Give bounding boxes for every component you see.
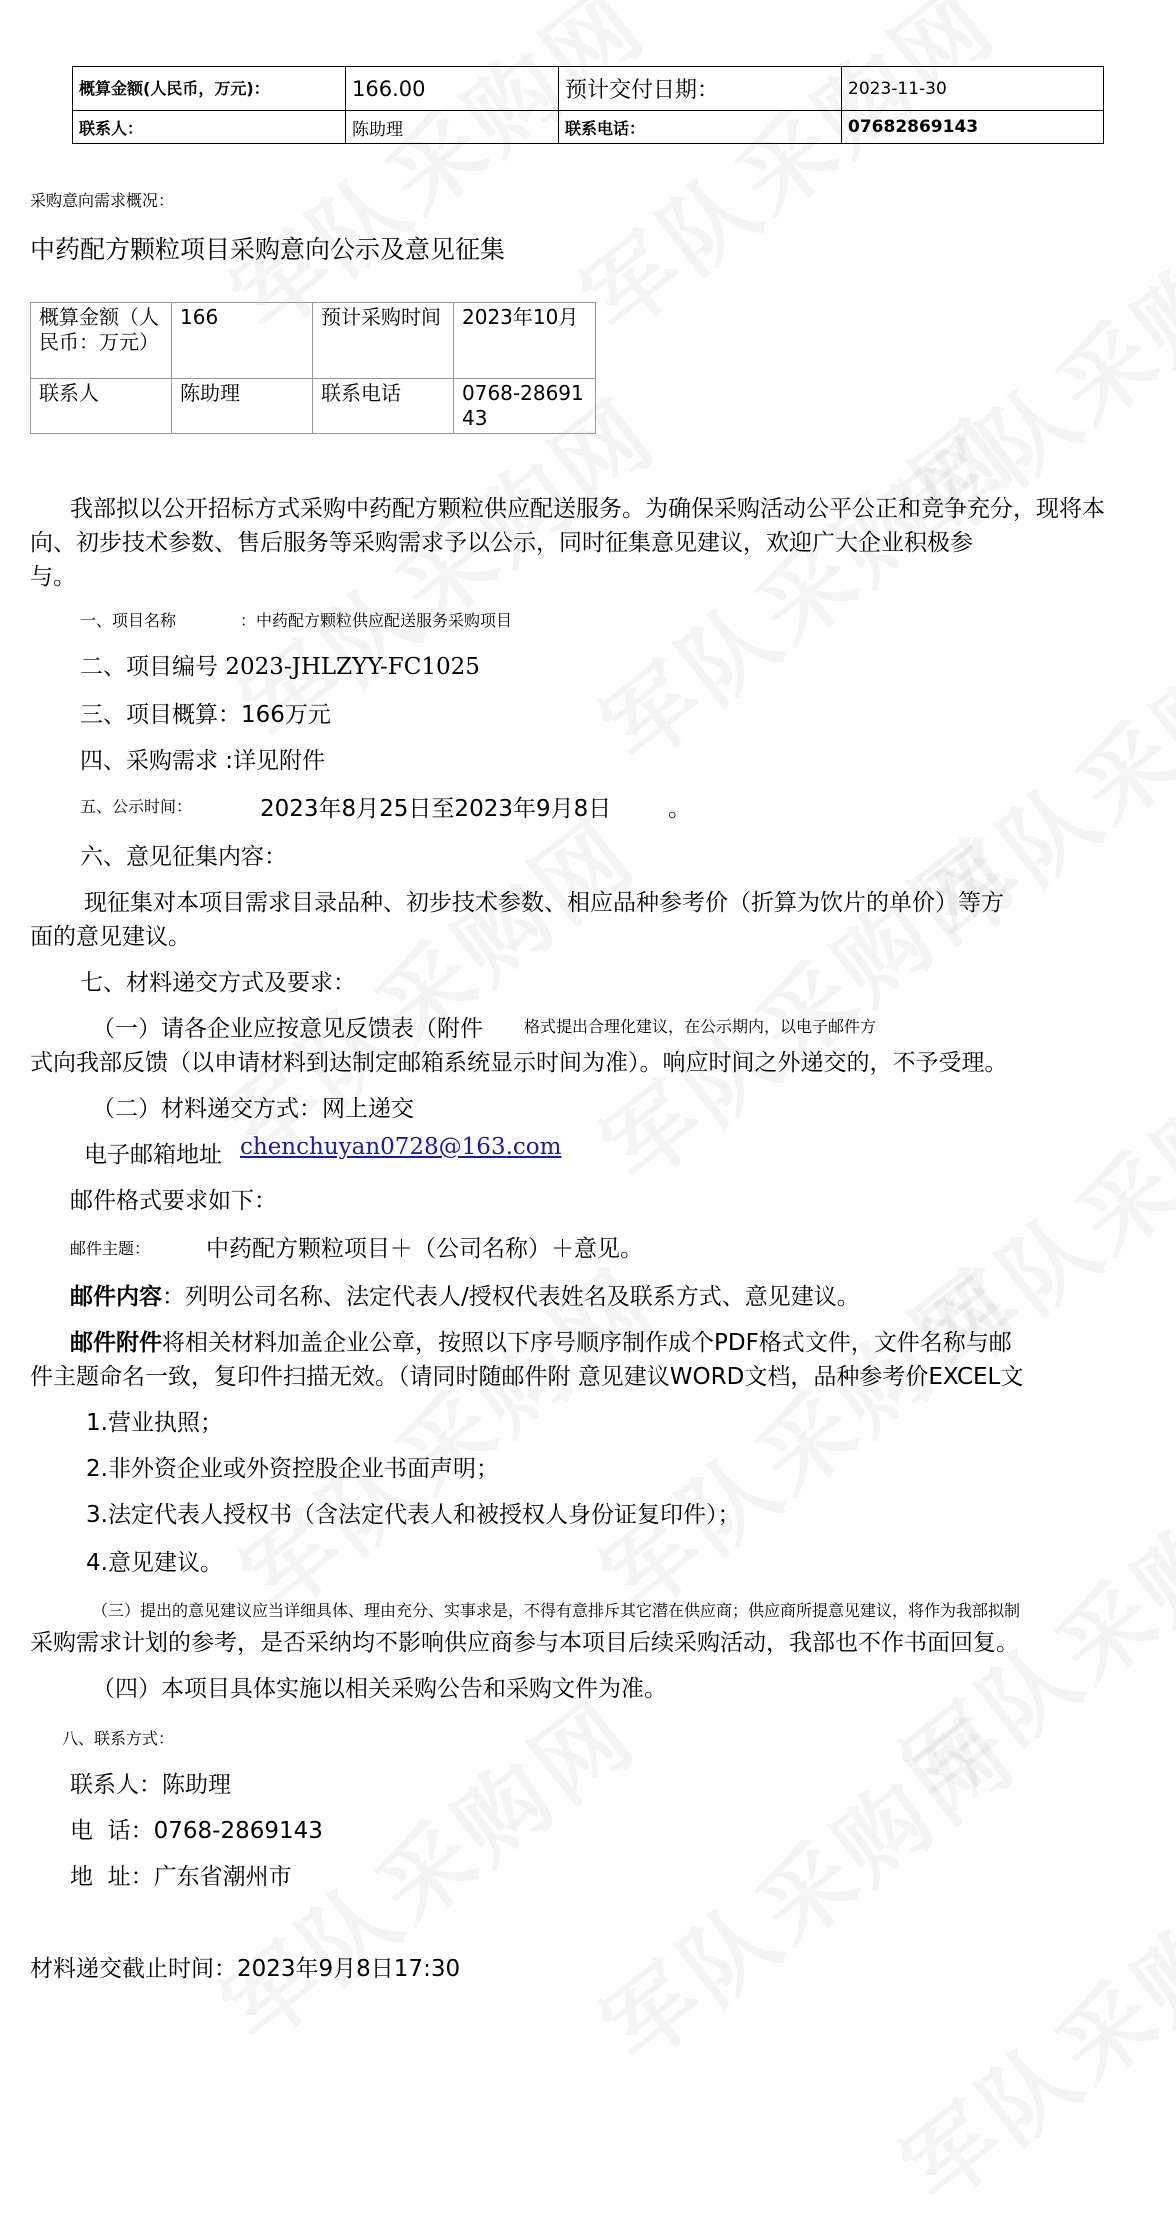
- phone-value: 07682869143: [842, 111, 1104, 144]
- list-item: 2.非外资企业或外资控股企业书面声明；: [86, 1456, 499, 1482]
- budget-label: 概算金额(人民币，万元)：: [73, 67, 346, 111]
- intro-line-1: 我部拟以公开招标方式采购中药配方颗粒供应配送服务。为确保采购活动公平公正和竞争充分，现将本: [70, 496, 1105, 522]
- item3: 三、项目概算：166万元: [80, 702, 331, 728]
- sub1-part-a: （一）请各企业应按意见反馈表（附件: [92, 1016, 483, 1042]
- item6: 六、意见征集内容：: [80, 844, 287, 870]
- attach-line-1: [70, 1324, 1012, 1357]
- intro-line-2: 向、初步技术参数、售后服务等采购需求予以公示，同时征集意见建议，欢迎广大企业积极参: [30, 530, 973, 556]
- attach-value-1: 将相关材料加盖企业公章，按照以下序号顺序制作成个PDF格式文件，文件名称与邮: [162, 1330, 1012, 1356]
- list-item: 1.营业执照；: [86, 1410, 223, 1436]
- subject-value: 中药配方颗粒项目＋（公司名称）＋意见。: [206, 1236, 643, 1262]
- sub3-part-a: （三）提出的意见建议应当详细具体、理由充分、实事求是，不得有意排斥其它潜在供应商；供应商所提意见建议，将作为我部拟制: [92, 1601, 1021, 1620]
- item1-value: ：中药配方颗粒供应配送服务采购项目: [240, 611, 513, 630]
- watermark: [551, 0, 1018, 359]
- item5-label: 五、公示时间：: [80, 797, 193, 816]
- page-title: 中药配方颗粒项目采购意向公示及意见征集: [30, 235, 506, 264]
- item6-text-1: 现征集对本项目需求目录品种、初步技术参数、相应品种参考价（折算为饮片的单价）等方: [84, 890, 1004, 916]
- budget-value: 166.00: [346, 67, 559, 111]
- item2: 二、项目编号 2023-JHLZYY-FC1025: [80, 654, 480, 680]
- summary-table: [72, 66, 1104, 144]
- item5-end: 。: [668, 796, 691, 822]
- budget-label: 概算金额（人民币：万元）: [31, 303, 172, 379]
- item1-label: 一、项目名称: [80, 611, 177, 630]
- email-label: 电子邮箱地址: [84, 1142, 222, 1168]
- subject-label: 邮件主题：: [70, 1239, 151, 1258]
- item4: 四、采购需求 :详见附件: [80, 748, 326, 774]
- watermark: [871, 1823, 1176, 2229]
- delivery-value: 2023-11-30: [842, 67, 1104, 111]
- sub3-part-b: 采购需求计划的参考，是否采纳均不影响供应商参与本项目后续采购活动，我部也不作书面回复。: [30, 1630, 1019, 1656]
- item8: 八、联系方式：: [62, 1729, 175, 1748]
- watermark: [571, 1683, 1038, 2089]
- sub2: （二）材料递交方式：网上递交: [92, 1096, 414, 1122]
- delivery-label: 预计交付日期：: [559, 67, 842, 111]
- sub4: （四）本项目具体实施以相关采购公告和采购文件为准。: [92, 1676, 667, 1702]
- contact-value: 陈助理: [346, 111, 559, 144]
- contact-phone: 电 话：0768-2869143: [70, 1818, 323, 1844]
- item6-text-2: 面的意见建议。: [30, 924, 191, 950]
- email-format: 邮件格式要求如下：: [70, 1188, 277, 1214]
- content-label: 邮件内容: [70, 1284, 162, 1310]
- phone-label: 联系电话: [313, 379, 454, 434]
- contact-value: 陈助理: [172, 379, 313, 434]
- deadline: 材料递交截止时间：2023年9月8日17:30: [30, 1956, 461, 1982]
- intent-table: [30, 302, 596, 434]
- item7: 七、材料递交方式及要求：: [80, 970, 356, 996]
- budget-value: 166: [172, 303, 313, 379]
- time-label: 预计采购时间: [313, 303, 454, 379]
- attach-value-2: 件主题命名一致，复印件扫描无效。（请同时随邮件附 意见建议WORD文档，品种参考价EXCEL文: [30, 1364, 1024, 1390]
- list-item: 4.意见建议。: [86, 1550, 223, 1576]
- contact-address: 地 址：广东省潮州市: [70, 1864, 292, 1890]
- watermark: [571, 383, 1038, 789]
- sub1-part-b: 格式提出合理化建议，在公示期内，以电子邮件方: [524, 1017, 877, 1036]
- phone-label: 联系电话：: [559, 111, 842, 144]
- watermark: [571, 803, 1038, 1209]
- content-line: [70, 1278, 860, 1311]
- sub1-part-c: 式向我部反馈（以申请材料到达制定邮箱系统显示时间为准）。响应时间之外递交的，不予受理。: [30, 1050, 1008, 1076]
- item5-value: 2023年8月25日至2023年9月8日: [260, 796, 612, 822]
- contact-label: 联系人：: [73, 111, 346, 144]
- overview-label: 采购意向需求概况：: [30, 191, 175, 210]
- contact-label: 联系人: [31, 379, 172, 434]
- intro-line-3: 与。: [30, 564, 76, 590]
- list-item: 3.法定代表人授权书（含法定代表人和被授权人身份证复印件）；: [86, 1502, 741, 1528]
- phone-value: 0768-2869143: [454, 379, 596, 434]
- time-value: 2023年10月: [454, 303, 596, 379]
- email-link[interactable]: chenchuyan0728@163.com: [240, 1134, 562, 1160]
- attach-label: 邮件附件: [70, 1330, 162, 1356]
- content-value: ：列明公司名称、法定代表人/授权代表姓名及联系方式、意见建议。: [162, 1284, 860, 1310]
- contact-person: 联系人：陈助理: [70, 1772, 231, 1798]
